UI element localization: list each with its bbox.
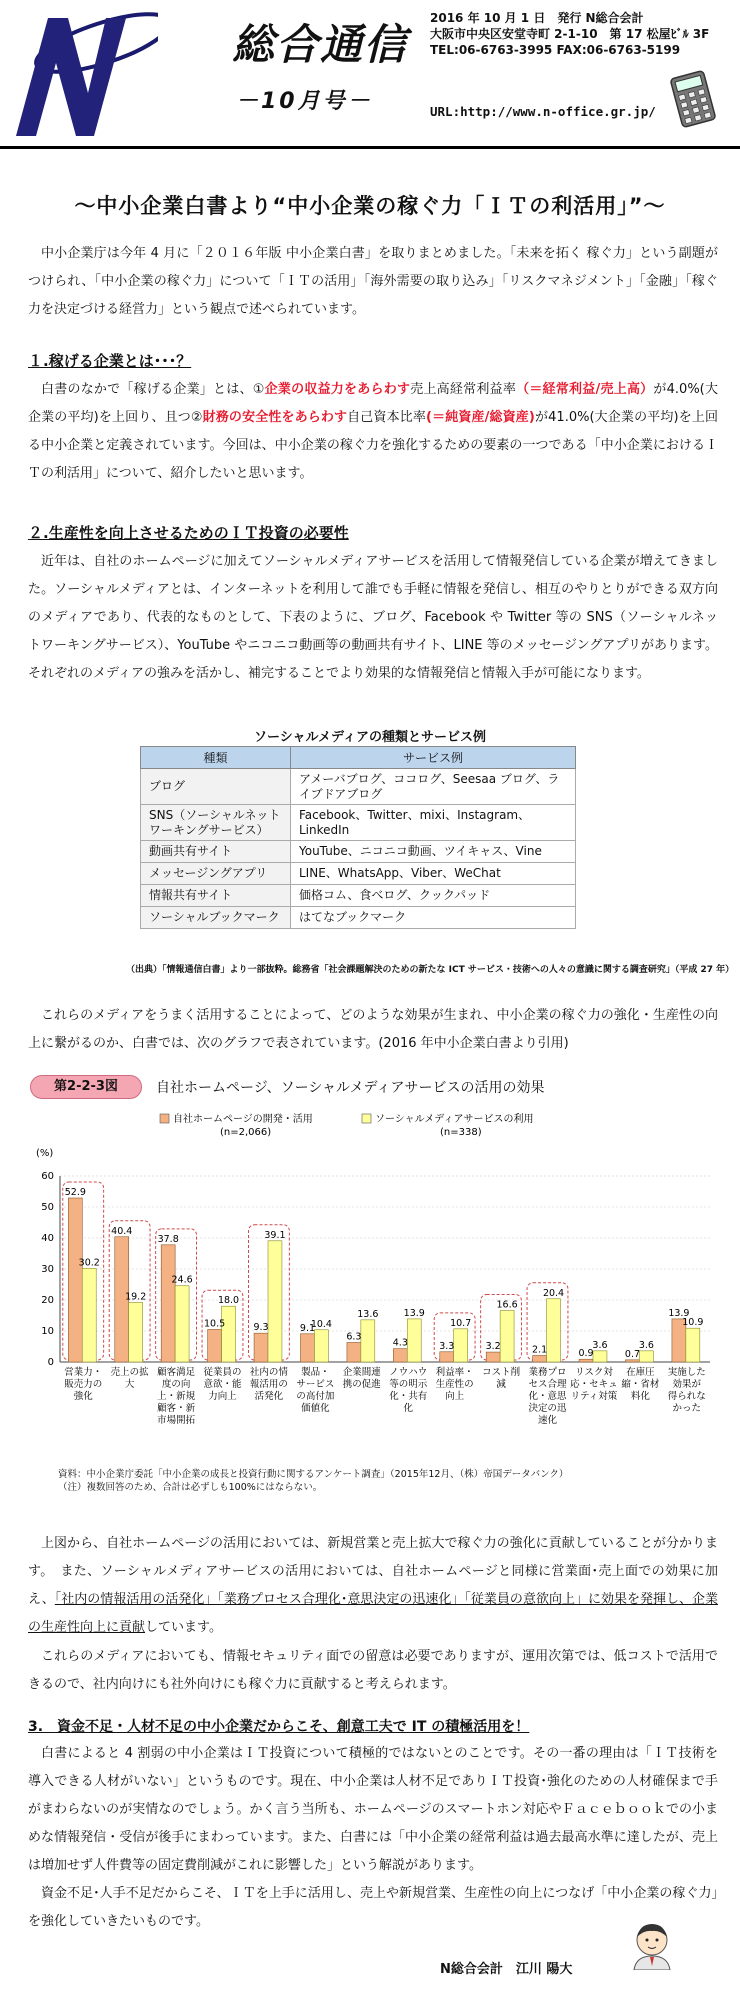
x-tick-label: ノウハウ等の明示化・共有化 [389, 1367, 428, 1414]
legend-n-homepage: (n=2,066) [220, 1127, 272, 1138]
data-label-social: 13.6 [357, 1308, 379, 1320]
data-label-social: 30.2 [78, 1257, 100, 1269]
bar-social [268, 1241, 282, 1362]
y-tick-label: 10 [41, 1326, 54, 1337]
website-url[interactable]: URL:http://www.n-office.gr.jp/ [430, 104, 656, 119]
data-label-social: 3.6 [592, 1339, 608, 1351]
data-label-social: 16.6 [496, 1299, 518, 1311]
bar-social [314, 1330, 328, 1362]
bar-homepage [626, 1360, 640, 1362]
data-label-social: 20.4 [542, 1287, 565, 1299]
bar-social [175, 1286, 189, 1362]
data-label-homepage: 40.4 [111, 1225, 133, 1237]
chart-source [58, 1468, 568, 1494]
data-label-social: 13.9 [403, 1307, 425, 1319]
data-label-homepage: 2.1 [532, 1344, 548, 1356]
data-label-homepage: 37.8 [157, 1233, 179, 1245]
data-label-homepage: 0.7 [624, 1348, 641, 1360]
x-tick-label: 従業員の意欲・能力向上 [203, 1367, 242, 1402]
x-tick-label: 在庫圧縮・省材料化 [621, 1367, 660, 1402]
data-label-homepage: 52.9 [64, 1187, 86, 1199]
table-row: SNS（ソーシャルネットワーキングサービス） Facebook、Twitter、mixi、Instagram、LinkedIn [141, 805, 576, 841]
section3-heading: 3. 資金不足・人材不足の中小企業だからこそ、創意工夫で IT の積極活用を！ [28, 1719, 530, 1735]
intro-paragraph: 中小企業庁は今年 4 月に「２０１６年版 中小企業白書」を取りまとめました。「未来を拓く 稼ぐ力」という副題がつけられ、「中小企業の稼ぐ力」について「ＩＴの活用」「海外需要の取り込み」「リスクマネジメント」「金融」「稼ぐ力を決定づける経営力」という観点で述べられています。 [28, 246, 718, 317]
data-label-social: 24.6 [171, 1274, 193, 1286]
bar-social [500, 1311, 514, 1362]
table-header-examples: サービス例 [291, 747, 576, 769]
table-row: 動画共有サイト YouTube、ニコニコ動画、ツイキャス、Vine [141, 841, 576, 863]
calculator-icon [668, 70, 718, 128]
data-label-social: 10.4 [310, 1318, 332, 1330]
table-header-type: 種類 [141, 747, 291, 769]
bar-homepage [347, 1342, 361, 1362]
data-label-homepage: 0.9 [578, 1348, 594, 1360]
bar-social [686, 1328, 700, 1362]
x-tick-label: コスト削減 [482, 1367, 521, 1390]
bar-social [593, 1351, 607, 1362]
signature: N総合会計 江川 陽大 [440, 1962, 573, 1977]
data-label-social: 3.6 [638, 1339, 654, 1351]
bar-social [129, 1302, 143, 1362]
data-label-social: 18.0 [217, 1295, 240, 1307]
data-label-homepage: 3.3 [439, 1340, 455, 1352]
publisher-info [430, 10, 709, 58]
bar-homepage [486, 1352, 500, 1362]
bar-homepage [68, 1198, 82, 1362]
data-label-social: 19.2 [125, 1291, 147, 1303]
chart-note-line: （注）複数回答のため、合計は必ずしも100%にはならない。 [58, 1482, 323, 1493]
section2-paragraph: 近年は、自社のホームページに加えてソーシャルメディアサービスを活用して情報発信している企業が増えてきました。ソーシャルメディアとは、インターネットを利用して誰でも手軽に情報を発信し、相互のやりとりができる双方向のメディアであり、代表的なものとして、下表のように、ブログ、Facebook や Twitter 等の SNS（ソーシャルネットワーキングサービス）、YouTube やニコニコ動画等の動画共有サイト、LINE 等のメッセージングアプリがあります。それぞれのメディアの強みを活かし、補完することでより効果的な情報発信と情報入手が可能になります。 [28, 554, 718, 681]
bar-homepage [440, 1352, 454, 1362]
data-label-social: 39.1 [264, 1229, 286, 1241]
bar-homepage [254, 1333, 268, 1362]
phone-fax: TEL:06-6763-3995 FAX:06-6763-5199 [430, 43, 681, 57]
data-label-homepage: 9.3 [253, 1322, 269, 1334]
data-label-homepage: 4.3 [392, 1337, 408, 1349]
bar-homepage [301, 1334, 315, 1362]
section1-heading: １.稼げる企業とは･･･？ [28, 352, 192, 370]
bar-social [82, 1268, 96, 1362]
section3-paragraph: 白書によると 4 割弱の中小企業はＩＴ投資について積極的ではないとのことです。その一番の理由は「ＩＴ技術を導入できる人材がいない」というものです。現在、中小企業は人材不足でありＩＴ投資･強化のための人材確保まで手がまわらないのが実情なのでしょう。かく言う当所も、ホームページのスマートホン対応やＦａｃｅｂｏｏｋでの小まめな情報発信・受信が後手にまわっています。また、白書には「中小企業の経常利益は過去最高水準に達したが、売上は増加せず人件費等の固定費削減がこれに影響した」という解説があります。 [28, 1746, 718, 1873]
table-row: ブログ アメーバブログ、ココログ、Seesaa ブログ、ライブドアブログ [141, 769, 576, 805]
y-tick-label: 40 [41, 1233, 54, 1244]
y-tick-label: 20 [41, 1295, 54, 1306]
main-title: ～中小企業白書より“中小企業の稼ぐ力「ＩＴの利活用」”～ [74, 194, 666, 218]
table-row: 情報共有サイト 価格コム、食べログ、クックパッド [141, 885, 576, 907]
issue-label: －10月号－ [236, 89, 373, 114]
bar-social [222, 1306, 236, 1362]
x-tick-label: 顧客満足度の向上・新規顧客・新市場開拓 [157, 1367, 196, 1426]
x-tick-label: 製品・サービスの高付加価値化 [296, 1367, 335, 1414]
x-tick-label: 社内の情報活用の活発化 [249, 1367, 288, 1402]
data-label-homepage: 6.3 [346, 1331, 362, 1343]
bar-social [639, 1351, 653, 1362]
table-row: ソーシャルブックマーク はてなブックマーク [141, 907, 576, 929]
address: 大阪市中央区安堂寺町 2-1-10 第 17 松屋ﾋﾞﾙ 3F [430, 27, 710, 41]
bar-social [547, 1299, 561, 1362]
header-divider [0, 146, 740, 149]
x-tick-label: 営業力・販売力の強化 [64, 1367, 103, 1402]
table-row: メッセージングアプリ LINE、WhatsApp、Viber、WeChat [141, 863, 576, 885]
bar-homepage [579, 1359, 593, 1362]
x-tick-label: 利益率・生産性の向上 [435, 1367, 474, 1402]
data-label-homepage: 9.1 [299, 1322, 316, 1334]
legend-label-homepage: 自社ホームページの開発・活用 [173, 1114, 313, 1125]
analysis-paragraph: 上図から、自社ホームページの活用においては、新規営業と売上拡大で稼ぐ力の強化に貢献していることが分かります。 また、ソーシャルメディアサービスの活用においては、自社ホームページと同様に営業面･売上面での効果に加え、「社内の情報活用の活発化」「業務プロセス合理化･意思決定の迅速化」「従業員の意欲向上」に効果を発揮し、企業の生産性向上に貢献しています。 [28, 1536, 718, 1635]
y-tick-label: 0 [47, 1357, 54, 1368]
data-label-homepage: 3.2 [485, 1341, 501, 1353]
legend-swatch-homepage [160, 1114, 169, 1123]
y-tick-label: 30 [41, 1264, 54, 1275]
y-tick-label: 50 [41, 1202, 54, 1213]
bar-homepage [208, 1329, 222, 1362]
publish-date: 2016 年 10 月 1 日 発行 N総合会計 [430, 11, 644, 25]
legend-swatch-social [362, 1114, 371, 1123]
x-tick-label: 業務プロセス合理化・意思決定の迅速化 [528, 1367, 567, 1426]
bar-social [454, 1329, 468, 1362]
social-media-table [140, 746, 576, 929]
legend-n-social: (n=338) [440, 1127, 482, 1138]
legend-label-social: ソーシャルメディアサービスの利用 [375, 1114, 534, 1125]
section2-paragraph-2: これらのメディアをうまく活用することによって、どのような効果が生まれ、中小企業の稼ぐ力の強化・生産性の向上に繋がるのか、白書では、次のグラフで表されています。(2016 年中小企業白書より引用) [28, 1008, 718, 1051]
data-label-social: 10.7 [450, 1317, 472, 1329]
bar-social [361, 1320, 375, 1362]
y-axis-label: (%) [36, 1148, 54, 1159]
section2-heading: ２.生産性を向上させるためのＩＴ投資の必要性 [28, 524, 349, 542]
effects-bar-chart [20, 1110, 720, 1530]
newsletter-title: 総合通信 [232, 20, 409, 69]
x-tick-label: 売上の拡大 [110, 1367, 149, 1390]
security-paragraph: これらのメディアにおいても、情報セキュリティ面での留意は必要でありますが、運用次第では、低コストで活用できるので、社内向けにも社外向けにも稼ぐ力に貢献すると考えられます。 [28, 1649, 718, 1692]
x-tick-label: リスク対応・セキュリティ対策 [570, 1367, 618, 1402]
bar-homepage [533, 1355, 547, 1362]
table-source-note: （出典）「情報通信白書」より一部抜粋。総務省「社会課題解決のための新たな ICT サービス・技術への人々の意識に関する調査研究」（平成 27 年） [126, 965, 735, 975]
data-label-homepage: 13.9 [668, 1307, 690, 1319]
data-label-social: 10.9 [682, 1317, 704, 1329]
table-title: ソーシャルメディアの種類とサービス例 [253, 730, 487, 745]
n-logo-icon [8, 8, 158, 138]
bar-homepage [393, 1349, 407, 1362]
chart-source-line: 資料：中小企業庁委託「中小企業の成長と投資行動に関するアンケート調査」（2015年12月、（株）帝国データバンク） [58, 1469, 569, 1480]
x-tick-label: 実施した効果が得られなかった [667, 1367, 706, 1414]
bar-homepage [161, 1245, 175, 1362]
x-tick-label: 企業間連携の促進 [342, 1367, 381, 1390]
section3-paragraph-2: 資金不足･人手不足だからこそ、ＩＴを上手に活用し、売上や新規営業、生産性の向上につなげ「中小企業の稼ぐ力」を強化していきたいものです。 [28, 1886, 718, 1929]
y-tick-label: 60 [41, 1171, 54, 1182]
section1-paragraph: 白書のなかで「稼げる企業」とは、①企業の収益力をあらわす売上高経常利益率（＝経常利益/売上高）が4.0%(大企業の平均)を上回り、且つ②財務の安全性をあらわす自己資本比率(＝純資産/総資産)が41.0%(大企業の平均)を上回る中小企業と定義されています。今回は、中小企業の稼ぐ力を強化するための要素の一つである「中小企業におけるＩＴの利活用」について、紹介したいと思います。 [28, 382, 718, 481]
header [0, 0, 740, 150]
bar-social [407, 1319, 421, 1362]
author-avatar-icon [630, 1920, 674, 1970]
figure-number-badge: 第2-2-3図 [30, 1075, 142, 1099]
figure-title: 自社ホームページ、ソーシャルメディアサービスの活用の効果 [156, 1080, 545, 1096]
data-label-homepage: 10.5 [204, 1318, 226, 1330]
